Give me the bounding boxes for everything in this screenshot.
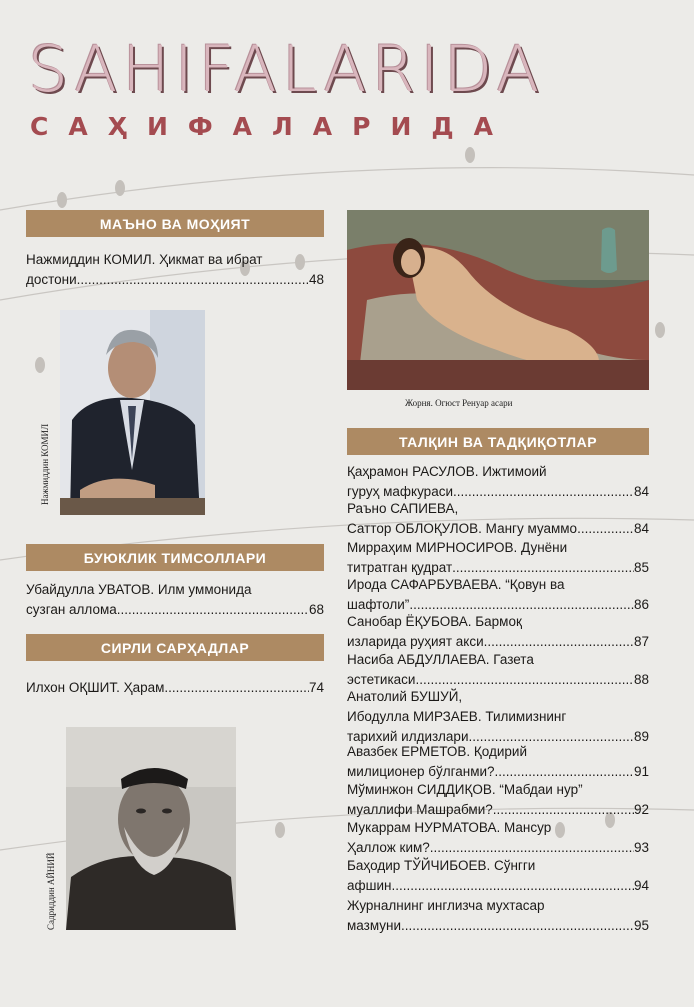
entry-line2: гуруҳ мафкураси [347, 484, 453, 499]
section-header-sirli: СИРЛИ САРҲАДЛАР [26, 634, 324, 661]
entry-page: 84 [633, 521, 649, 536]
ayniy-caption: Садриддин АЙНИЙ [46, 852, 56, 930]
entry-line1: Анатолий БУШУЙ, [347, 689, 463, 704]
entry-page: 85 [633, 560, 649, 575]
entry-page: 91 [633, 764, 649, 779]
entry-line2: титратган қудрат [347, 560, 453, 575]
ayniy-photo [66, 727, 236, 930]
entry-line1: Мирраҳим МИРНОСИРОВ. Дунёни [347, 540, 568, 555]
entry-line1: Раъно САПИЕВА, [347, 501, 459, 516]
entry-line1: Убайдулла УВАТОВ. Илм уммонида [26, 582, 252, 597]
toc-entry[interactable] [26, 250, 324, 290]
entry-page: 93 [633, 840, 649, 855]
entry-page: 88 [633, 672, 649, 687]
entry-page: 84 [633, 484, 649, 499]
toc-entry[interactable] [347, 575, 649, 615]
toc-entry[interactable] [347, 499, 649, 539]
section-header-manoli: МАЪНО ВА МОҲИЯТ [26, 210, 324, 237]
toc-entry[interactable] [347, 818, 649, 858]
renoir-painting [347, 210, 649, 390]
entry-line2: афшин [347, 878, 392, 893]
magazine-title: SAHIFALARIDA [28, 33, 545, 106]
toc-entry[interactable] [347, 856, 649, 896]
entry-line2: муаллифи Машрабми? [347, 802, 493, 817]
entry-line1: Авазбек ЕРМЕТОВ. Қодирий [347, 744, 528, 759]
entry-line2: Ибодулла МИРЗАЕВ. Тилимизнинг [347, 709, 567, 724]
entry-line2: Ҳаллож ким? [347, 840, 430, 855]
entry-line1: Мукаррам НУРМАТОВА. Мансур [347, 820, 552, 835]
entry-line2: достони [26, 272, 77, 287]
entry-line1: Насиба АБДУЛЛАЕВА. Газета [347, 652, 534, 667]
entry-line2: эстетикаси [347, 672, 416, 687]
entry-page: 68 [308, 602, 324, 617]
komil-caption: Нажмиддин КОМИЛ [40, 423, 50, 505]
entry-line1: Баҳодир ТЎЙЧИБОЕВ. Сўнгги [347, 858, 536, 873]
toc-entry[interactable] [26, 580, 324, 620]
toc-entry[interactable] [347, 612, 649, 652]
section-header-talqin: ТАЛҚИН ВА ТАДҚИҚОТЛАР [347, 428, 649, 455]
entry-page: 74 [308, 680, 324, 695]
entry-page: 48 [308, 272, 324, 287]
entry-line1: Журналнинг инглизча мухтасар [347, 898, 545, 913]
section-header-buyuklik: БУЮКЛИК ТИМСОЛЛАРИ [26, 544, 324, 571]
entry-line1: Мўминжон СИДДИҚОВ. “Мабдаи нур” [347, 782, 583, 797]
komil-photo [60, 310, 205, 515]
entry-page: 86 [633, 597, 649, 612]
magazine-subtitle: САҲИФАЛАРИДА [30, 112, 514, 141]
entry-line1: Ирода САФАРБУВАЕВА. “Қовун ва [347, 577, 565, 592]
entry-page: 94 [633, 878, 649, 893]
entry-line2: изларида руҳият акси [347, 634, 484, 649]
painting-caption: Жорня. Огюст Ренуар асари [405, 398, 513, 408]
entry-line2: сузган аллома [26, 602, 117, 617]
toc-entry[interactable] [347, 462, 649, 502]
entry-page: 87 [633, 634, 649, 649]
entry-page: 92 [633, 802, 649, 817]
entry-line1: Илхон ОҚШИТ. Ҳарам [26, 680, 165, 695]
entry-line1: Нажмиддин КОМИЛ. Ҳикмат ва ибрат [26, 252, 263, 267]
toc-entry[interactable] [26, 678, 324, 698]
toc-entry[interactable] [347, 780, 649, 820]
entry-line1: Қаҳрамон РАСУЛОВ. Ижтимоий [347, 464, 547, 479]
entry-line2: Саттор ОБЛОҚУЛОВ. Мангу муаммо [347, 521, 578, 536]
toc-entry[interactable] [347, 538, 649, 578]
toc-entry[interactable] [347, 896, 649, 936]
toc-entry[interactable] [347, 650, 649, 690]
entry-line2: милиционер бўлганми? [347, 764, 495, 779]
entry-page: 89 [633, 729, 649, 744]
toc-entry[interactable] [347, 742, 649, 782]
entry-page: 95 [633, 918, 649, 933]
entry-line3: тарихий илдизлари [347, 729, 469, 744]
entry-line2: шафтоли” [347, 597, 410, 612]
entry-line2: мазмуни [347, 918, 402, 933]
toc-entry[interactable] [347, 687, 649, 747]
entry-line1: Санобар ЁҚУБОВА. Бармоқ [347, 614, 522, 629]
